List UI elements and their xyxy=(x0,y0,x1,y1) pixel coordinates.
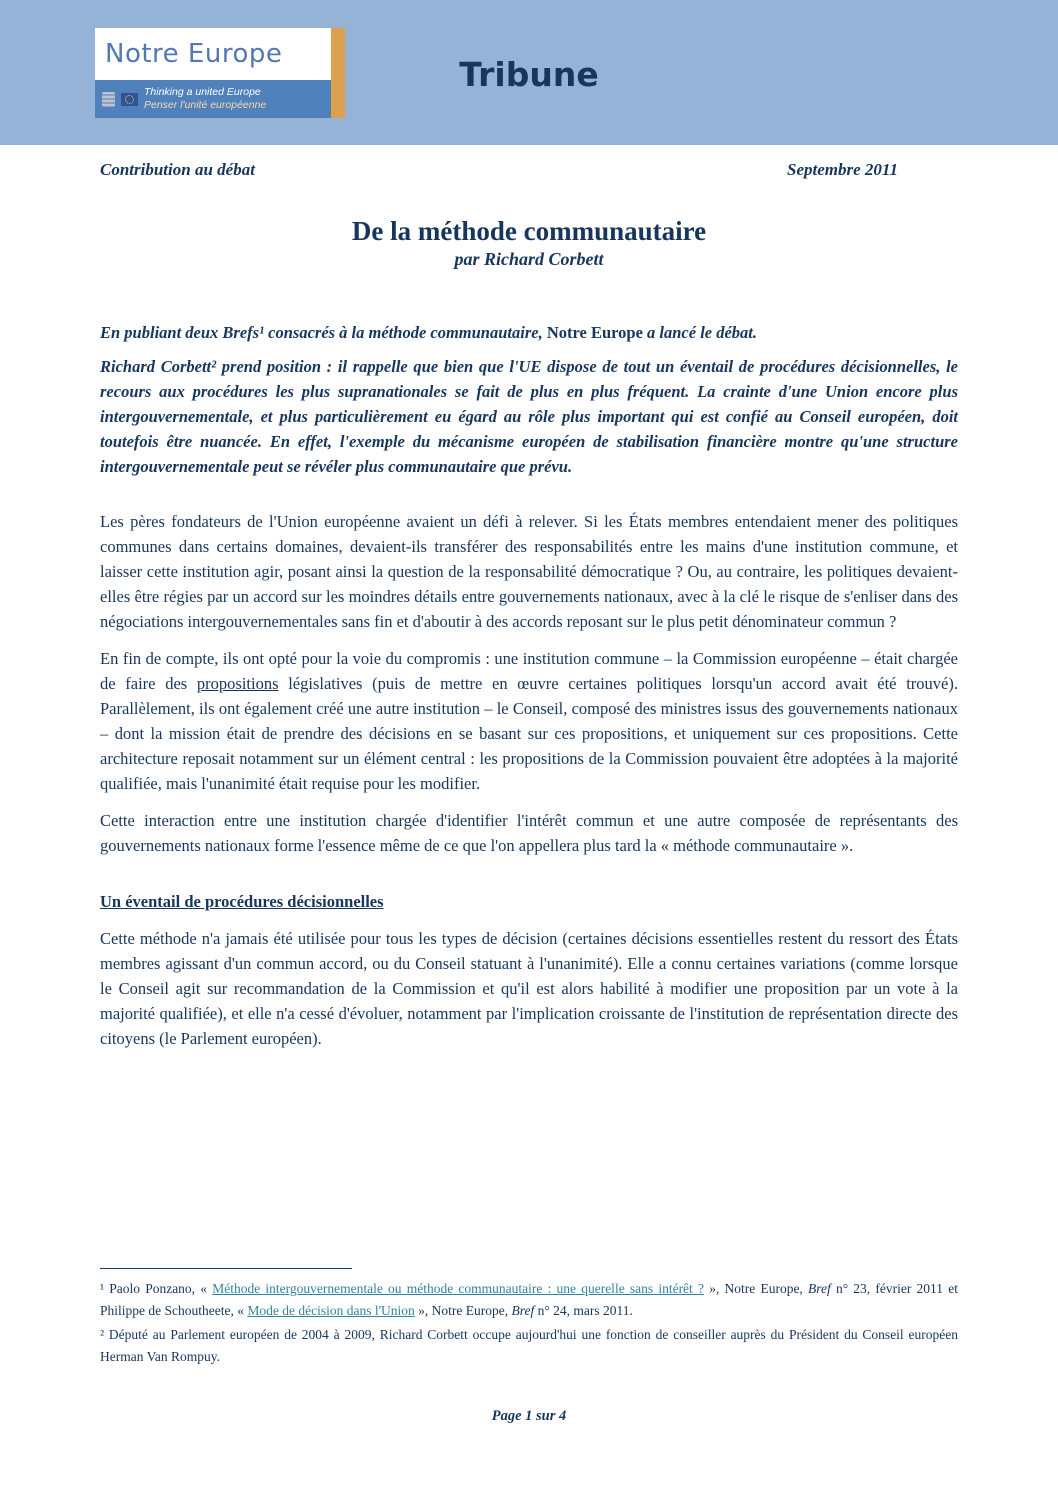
article-title: De la méthode communautaire xyxy=(351,216,707,246)
text-run: », Notre Europe, xyxy=(414,1303,512,1318)
intro-paragraph-1 xyxy=(100,320,958,345)
footnote-2: ² Député au Parlement européen de 2004 à 2009, Richard Corbett occupe aujourd'hui une fonction de conseiller auprès du Président du Conseil européen Herman Van Rompuy. xyxy=(100,1327,958,1364)
intro-paragraph-2: Richard Corbett² prend position : il rappelle que bien que l'UE dispose de tout un éventail de procédures décisionnelles, le recours aux procédures les plus supranationales se fait de plus en plus fréquent. La crainte d'une Union encore plus intergouvernementale, et plus particulièrement eu égard au rôle plus important qui est confié au Conseil européen, doit toutefois être nuancée. En effet, l'exemple du mécanisme européen de stabilisation financière montre qu'une structure intergouvernementale peut se révéler plus communautaire que prévu. xyxy=(100,357,958,476)
intro-section xyxy=(100,320,958,479)
logo-tagline-en: Thinking a united Europe xyxy=(144,86,261,98)
footnote-1 xyxy=(100,1278,958,1322)
date-label: Septembre 2011 xyxy=(787,160,898,179)
logo-tagline-fr: Penser l'unité européenne xyxy=(144,99,267,111)
paragraph-founders: Les pères fondateurs de l'Union européenne avaient un défi à relever. Si les États membres entendaient mener des politiques communes dans certains domaines, devaient-ils transférer des responsabilités entre les mains d'une institution commune, et laisser cette institution agir, posant ainsi la question de la responsabilité démocratique ? Ou, au contraire, les politiques devaient-elles être régies par un accord sur les moindres détails entre gouvernements nationaux, avec à la clé le risque de s'enliser dans des négociations intergouvernementales sans fin et d'aboutir à des accords reposant sur le plus petit dénominateur commun ? xyxy=(100,512,958,631)
paragraph-procedures: Cette méthode n'a jamais été utilisée pour tous les types de décision (certaines décisions essentielles restent du ressort des États membres agissant d'un commun accord, ou du Conseil statuant à l'unanimité). Elle a connu certaines variations (comme lorsque le Conseil agit sur recommandation de la Commission et qu'il est alors habilité à modifier une proposition par un vote à la majorité qualifiée), et elle n'a cessé d'évoluer, notamment par l'implication croissante de l'institution de représentation directe des citoyens (le Parlement européen). xyxy=(100,929,958,1048)
footnote-separator xyxy=(100,1268,352,1269)
text-run-bref: Bref xyxy=(511,1303,535,1318)
page-number: Page 1 sur 4 xyxy=(491,1408,567,1424)
text-run: n° 23, février 2011 et Philippe de Schoutheete, « xyxy=(100,1281,958,1318)
text-run: législatives (puis de mettre en œuvre certaines politiques lorsqu'un accord avait été trouvé). Parallèlement, ils ont également créé une autre institution – le Conseil, composé des ministres issus des gouvernements nationaux – dont la mission était de prendre des décisions en se basant sur ces propositions, et uniquement sur ces propositions. Cette architecture reposait notamment sur un élément central : les propositions de la Commission pouvaient être adoptées à la majorité qualifiée, mais l'unanimité était requise pour les modifier. xyxy=(100,674,958,793)
text-run-bref: Bref xyxy=(808,1281,831,1296)
section-heading: Un éventail de procédures décisionnelles xyxy=(100,892,384,911)
logo-wordmark-text: Notre Europe xyxy=(105,39,283,69)
underlined-term: propositions xyxy=(196,674,279,693)
text-run: En publiant deux Brefs¹ consacrés à la méthode communautaire, xyxy=(100,323,547,342)
text-run-notre-europe: Notre Europe xyxy=(546,323,643,342)
footnote-link-ponzano[interactable]: Méthode intergouvernementale ou méthode communautaire : une querelle sans intérêt ? xyxy=(212,1281,704,1296)
text-run: n° 24, mars 2011. xyxy=(534,1303,633,1318)
article-byline: par Richard Corbett xyxy=(454,249,604,269)
footnote-link-schoutheete[interactable]: Mode de décision dans l'Union xyxy=(247,1303,415,1318)
contribution-label: Contribution au débat xyxy=(100,160,255,179)
eu-flag-icon xyxy=(121,93,138,106)
publication-title: Tribune xyxy=(459,55,599,94)
document-body xyxy=(0,216,1058,1051)
text-run: a lancé le débat. xyxy=(642,323,758,342)
paragraph-compromise xyxy=(100,646,958,796)
meta-row xyxy=(0,160,1058,180)
header-band xyxy=(0,0,1058,145)
footnotes-section xyxy=(100,1268,958,1370)
text-run: ¹ Paolo Ponzano, « xyxy=(100,1281,213,1296)
text-run: En fin de compte, ils ont opté pour la voie du compromis : une institution commune – la Commission européenne – était chargée de faire des xyxy=(100,649,958,693)
paragraph-interaction: Cette interaction entre une institution chargée d'identifier l'intérêt commun et une autre composée de représentants des gouvernements nationaux forme l'essence même de ce que l'on appellera plus tard la « méthode communautaire ». xyxy=(100,811,958,855)
text-run: », Notre Europe, xyxy=(704,1281,809,1296)
